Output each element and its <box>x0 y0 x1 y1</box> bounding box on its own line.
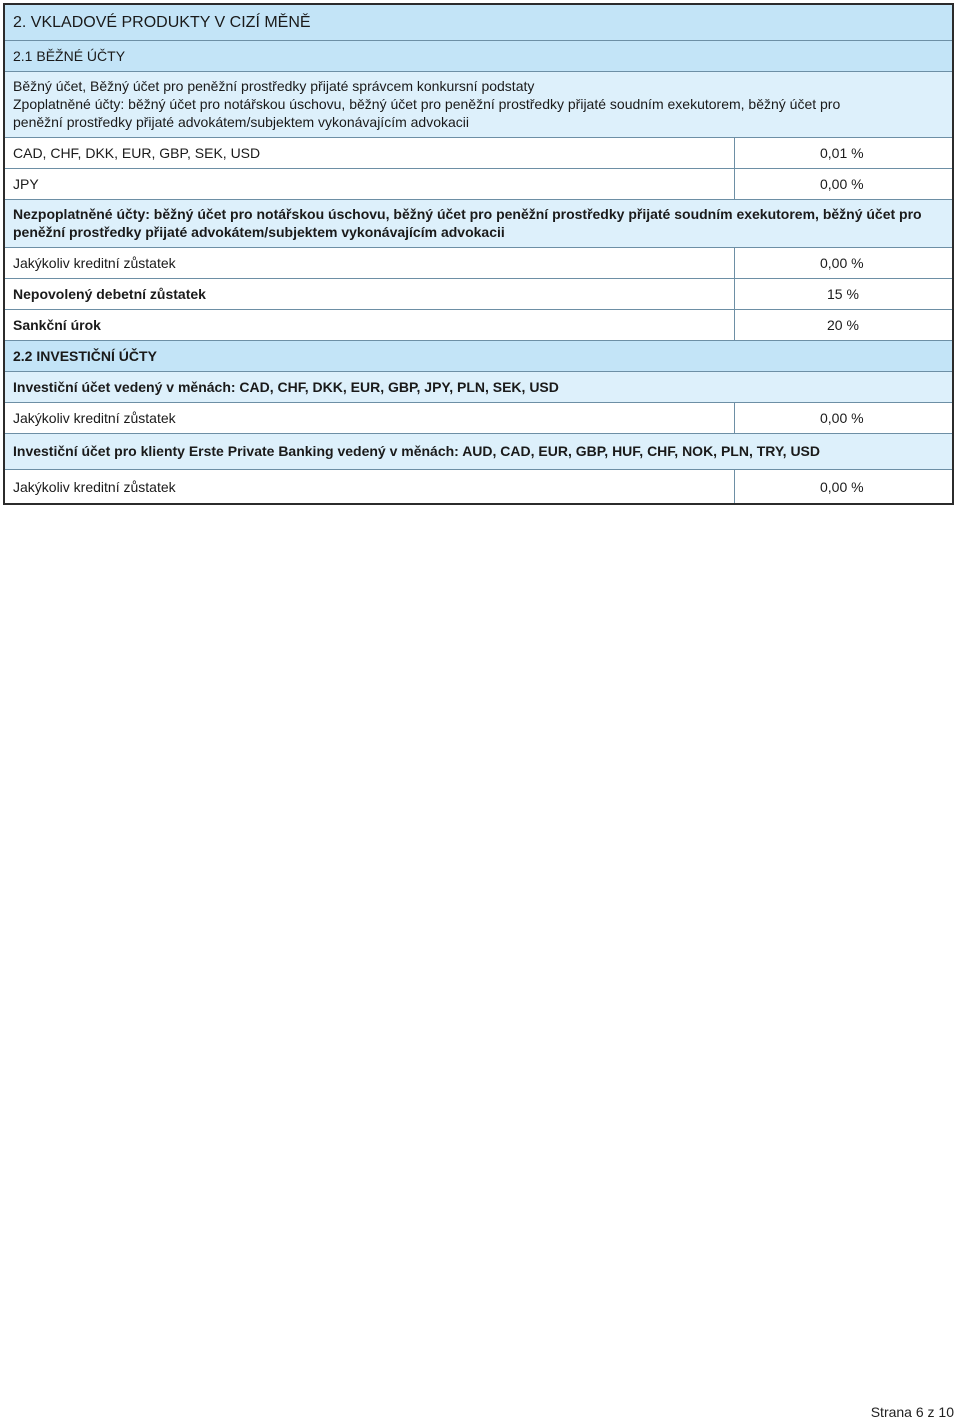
row-value: 15 % <box>827 286 859 302</box>
table-row <box>5 403 952 434</box>
section-title: 2. VKLADOVÉ PRODUKTY V CIZÍ MĚNĚ <box>13 13 311 31</box>
fx-deposit-products-table <box>3 3 954 505</box>
free-accounts-description <box>5 200 952 248</box>
page-number: Strana 6 z 10 <box>870 1404 954 1420</box>
investment-group-2-title-row <box>5 434 952 470</box>
investment-group-2-title: Investiční účet pro klienty Erste Private Banking vedený v měnách: AUD, CAD, EUR, GBP, HUF, CHF, NOK, PLN, TRY, USD <box>13 443 821 459</box>
table-row <box>5 169 952 200</box>
subsection-heading-row <box>5 341 952 372</box>
row-value: 0,00 % <box>820 255 864 271</box>
row-value: 20 % <box>827 317 859 333</box>
row-label: JPY <box>5 169 735 199</box>
table-row <box>5 470 952 503</box>
table-row <box>5 138 952 169</box>
free-line-1: Nezpoplatněné účty: běžný účet pro notářskou úschovu, běžný účet pro peněžní prostředky přijaté soudním exekutorem, běžný účet pro <box>13 206 922 222</box>
subsection-title-current-accounts: 2.1 BĚŽNÉ ÚČTY <box>13 48 126 64</box>
row-label: Jakýkoliv kreditní zůstatek <box>5 470 735 503</box>
row-value: 0,00 % <box>820 478 864 495</box>
intro-line-1: Běžný účet, Běžný účet pro peněžní prostředky přijaté správcem konkursní podstaty <box>13 78 535 94</box>
subsection-heading-row <box>5 41 952 72</box>
row-label: Nepovolený debetní zůstatek <box>5 279 735 309</box>
row-label: Sankční úrok <box>5 310 735 340</box>
free-line-2: peněžní prostředky přijaté advokátem/subjektem vykonávajícím advokacii <box>13 224 505 240</box>
table-row <box>5 248 952 279</box>
investment-group-1-title-row <box>5 372 952 403</box>
intro-line-3: peněžní prostředky přijaté advokátem/subjektem vykonávajícím advokacii <box>13 114 469 130</box>
subsection-title-investment-accounts: 2.2 INVESTIČNÍ ÚČTY <box>13 348 157 364</box>
section-heading-row <box>5 5 952 41</box>
row-label: Jakýkoliv kreditní zůstatek <box>5 403 735 433</box>
current-accounts-description <box>5 72 952 138</box>
row-value: 0,00 % <box>820 410 864 426</box>
table-row <box>5 310 952 341</box>
row-label: Jakýkoliv kreditní zůstatek <box>5 248 735 278</box>
table-row <box>5 279 952 310</box>
row-label: CAD, CHF, DKK, EUR, GBP, SEK, USD <box>5 138 735 168</box>
investment-group-1-title: Investiční účet vedený v měnách: CAD, CHF, DKK, EUR, GBP, JPY, PLN, SEK, USD <box>13 379 559 395</box>
intro-line-2: Zpoplatněné účty: běžný účet pro notářskou úschovu, běžný účet pro peněžní prostředky přijaté soudním exekutorem, běžný účet pro <box>13 96 841 112</box>
row-value: 0,00 % <box>820 176 864 192</box>
row-value: 0,01 % <box>820 145 864 161</box>
